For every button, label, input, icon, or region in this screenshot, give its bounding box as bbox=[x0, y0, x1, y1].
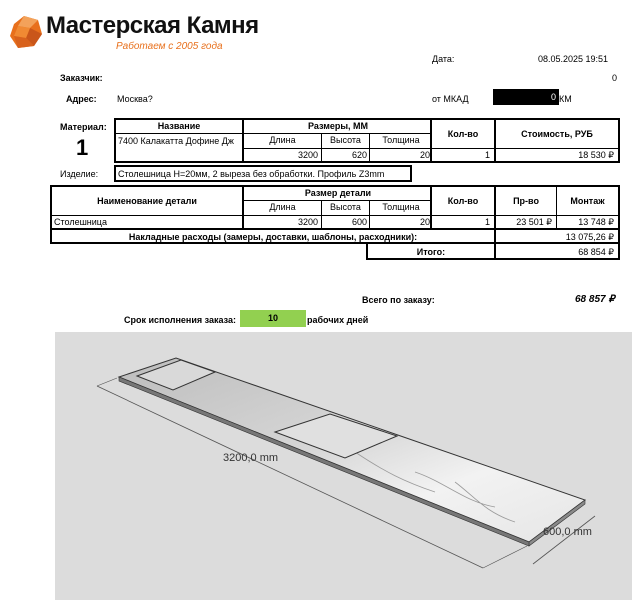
product-box bbox=[114, 165, 412, 182]
detail-production: 23 501 ₽ bbox=[516, 217, 552, 227]
details-cost-box bbox=[494, 185, 620, 230]
material-height: 620 bbox=[351, 150, 367, 160]
details-table bbox=[50, 185, 432, 230]
col-name: Название bbox=[157, 121, 201, 131]
material-table bbox=[114, 118, 432, 163]
col-length: Длина bbox=[269, 135, 296, 145]
detail-qty: 1 bbox=[484, 217, 490, 227]
material-length: 3200 bbox=[297, 150, 318, 160]
detail-mounting: 13 748 ₽ bbox=[578, 217, 614, 227]
col-detail-height: Высота bbox=[330, 202, 361, 212]
detail-height: 600 bbox=[351, 217, 367, 227]
length-dimension-label: 3200,0 mm bbox=[223, 452, 279, 464]
address-label: Адрес: bbox=[66, 94, 97, 104]
details-qty-box bbox=[430, 185, 496, 230]
col-production: Пр-во bbox=[513, 196, 539, 206]
drawing-area bbox=[55, 332, 632, 600]
material-label: Материал: bbox=[60, 122, 107, 132]
material-qty-box bbox=[430, 118, 496, 163]
countertop-drawing bbox=[55, 332, 632, 600]
col-qty: Кол-во bbox=[447, 129, 479, 139]
col-detail-qty: Кол-во bbox=[447, 196, 479, 206]
col-detail-name: Наименование детали bbox=[97, 196, 197, 206]
date-value: 08.05.2025 19:51 bbox=[538, 54, 609, 64]
material-cost-box bbox=[494, 118, 620, 163]
mkad-value: 0 bbox=[550, 92, 556, 102]
order-total-label: Всего по заказу: bbox=[362, 295, 435, 305]
col-thickness: Толщина bbox=[382, 135, 420, 145]
total-label: Итого: bbox=[416, 247, 446, 257]
term-value: 10 bbox=[240, 310, 306, 327]
customer-label: Заказчик: bbox=[60, 73, 103, 83]
product-value: Столешница H=20мм, 2 выреза без обработки. Профиль Z3mm bbox=[118, 169, 385, 179]
order-total-value: 68 857 ₽ bbox=[575, 294, 615, 305]
col-detail-thickness: Толщина bbox=[382, 202, 420, 212]
col-detail-size: Размер детали bbox=[304, 188, 372, 198]
term-unit: рабочих дней bbox=[307, 315, 369, 325]
customer-value: 0 bbox=[612, 73, 618, 83]
total-row bbox=[366, 242, 620, 260]
detail-length: 3200 bbox=[297, 217, 318, 227]
mkad-label: от МКАД bbox=[432, 94, 469, 104]
material-number: 1 bbox=[76, 135, 89, 160]
total-value: 68 854 ₽ bbox=[578, 247, 614, 257]
col-detail-length: Длина bbox=[269, 202, 296, 212]
col-sizes: Размеры, ММ bbox=[307, 121, 369, 131]
logo-stone-icon bbox=[8, 14, 44, 50]
brand-tagline: Работаем с 2005 года bbox=[116, 41, 223, 52]
date-label: Дата: bbox=[432, 54, 455, 64]
overhead-value: 13 075,26 ₽ bbox=[565, 232, 614, 242]
col-cost: Стоимость, РУБ bbox=[521, 129, 593, 139]
material-thickness: 20 bbox=[419, 150, 430, 160]
brand-name: Мастерская Камня bbox=[46, 12, 259, 39]
col-height: Высота bbox=[330, 135, 361, 145]
col-mounting: Монтаж bbox=[570, 196, 605, 206]
material-qty: 1 bbox=[484, 150, 490, 160]
width-dimension-label: 600,0 mm bbox=[543, 526, 592, 538]
mkad-unit: КМ bbox=[559, 94, 572, 104]
material-cost: 18 530 ₽ bbox=[578, 150, 614, 160]
overhead-label: Накладные расходы (замеры, доставки, шаблоны, расходники): bbox=[128, 232, 418, 242]
material-name: 7400 Калакатта Дофине Дж bbox=[118, 136, 234, 146]
address-value: Москва? bbox=[117, 94, 153, 104]
mkad-box bbox=[493, 89, 559, 105]
detail-name: Столешница bbox=[54, 217, 107, 227]
term-label: Срок исполнения заказа: bbox=[124, 315, 236, 325]
detail-thickness: 20 bbox=[419, 217, 430, 227]
product-label: Изделие: bbox=[60, 169, 99, 179]
